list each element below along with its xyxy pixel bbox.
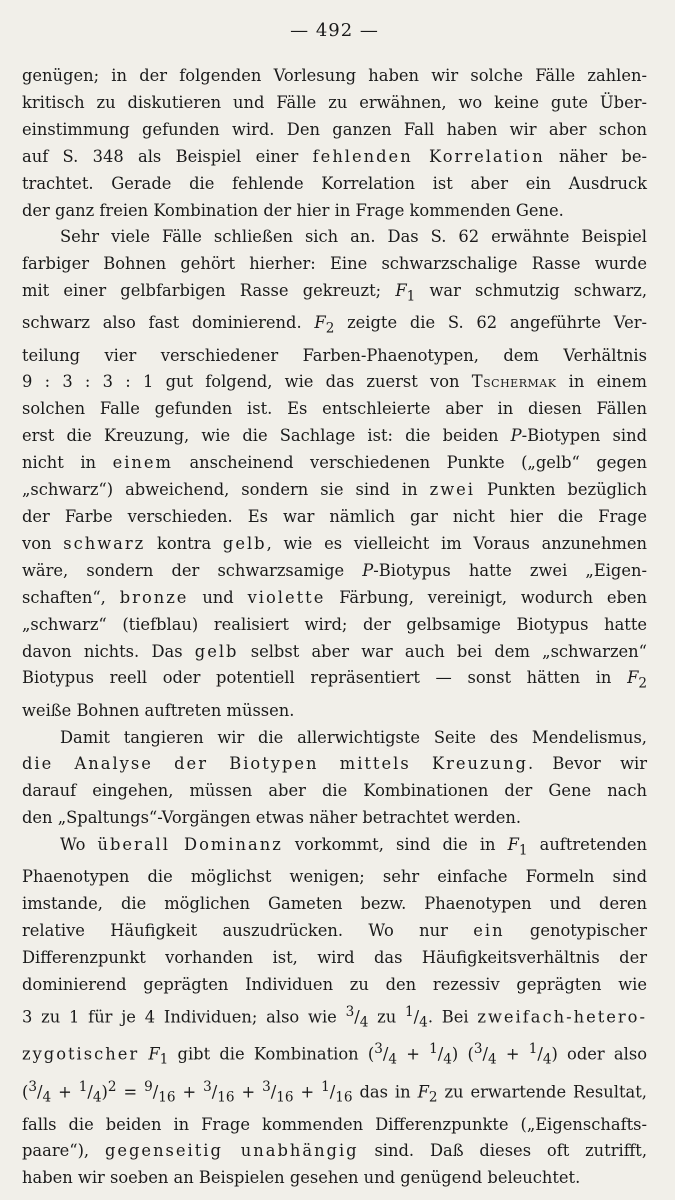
text-line: weiße Bohnen auftreten müssen. [22, 700, 295, 720]
text-line: Sehr viele Fälle schließen sich an. Das S. 62 erwähnte Beispiel [60, 227, 647, 247]
text-body [22, 63, 647, 1192]
paragraph [22, 725, 647, 833]
text-line: teilung vier verschiedener Farben-Phaenotypen, dem Verhältnis [22, 345, 647, 365]
text-line: imstande, die möglichen Gameten bezw. Phaenotypen und deren [22, 894, 647, 914]
text-line: kritisch zu diskutieren und Fälle zu erwähnen, wo keine gute Über- [22, 92, 647, 112]
text-line: der Farbe verschieden. Es war nämlich gar nicht hier die Frage [22, 507, 647, 526]
text-line: nicht in einem anscheinend verschiedenen Punkte („gelb“ gegen [22, 453, 647, 473]
page-number: — 492 — [290, 20, 379, 41]
text-line: relative Häufigkeit auszudrücken. Wo nur ein genotypischer [22, 921, 647, 941]
text-line: von schwarz kontra gelb, wie es vielleicht im Voraus anzunehmen [22, 533, 647, 553]
text-line: genügen; in der folgenden Vorlesung haben wir solche Fälle zahlen- [22, 66, 647, 85]
text-line: „schwarz“) abweichend, sondern sie sind in zwei Punkten bezüglich [22, 480, 647, 500]
text-line: Biotypus reell oder potentiell repräsentiert — sonst hätten in $F_2$ [22, 668, 647, 692]
text-line: die Analyse der Biotypen mittels Kreuzung. Bevor wir [22, 754, 647, 774]
text-line: Phaenotypen die möglichst wenigen; sehr einfache Formeln sind [22, 867, 647, 887]
text-line: Wo überall Dominanz vorkommt, sind die in $F_1$ auftretenden [60, 835, 648, 859]
text-line: $(^3/_4 + ^1/_4)^2 = ^9/_{16} + ^3/_{16} + ^3/_{16} + ^1/_{16}$ das in $F_2$ zu erwartende Resultat, [22, 1078, 647, 1106]
paragraph [22, 63, 647, 224]
text-line: trachtet. Gerade die fehlende Korrelation ist aber ein Ausdruck [22, 173, 647, 193]
paragraph [22, 832, 647, 1192]
text-line: falls die beiden in Frage kommenden Differenzpunkte („Eigenschafts- [22, 1114, 647, 1134]
text-line: solchen Falle gefunden ist. Es entschleierte aber in diesen Fällen [22, 399, 647, 419]
text-line: „schwarz“ (tiefblau) realisiert wird; der gelbsamige Biotypus hatte [22, 614, 647, 634]
text-line: erst die Kreuzung, wie die Sachlage ist: die beiden P-Biotypen sind [22, 426, 648, 446]
text-line: 9 : 3 : 3 : 1 gut folgend, wie das zuerst von Tschermak in einem [22, 372, 647, 392]
text-line: 3 zu 1 für je 4 Individuen; also wie $^3/_4$ zu $^1/_4$. Bei zweifach-hetero- [22, 1003, 647, 1031]
text-line: schaften“, bronze und violette Färbung, vereinigt, wodurch eben [22, 587, 647, 607]
text-line: auf S. 348 als Beispiel einer fehlenden Korrelation näher be- [22, 146, 647, 166]
text-line: wäre, sondern der schwarzsamige P-Biotypus hatte zwei „Eigen- [22, 560, 647, 580]
text-line: haben wir soeben an Beispielen gesehen und genügend beleuchtet. [22, 1168, 581, 1188]
text-line: Damit tangieren wir die allerwichtigste Seite des Mendelismus, [60, 727, 647, 747]
text-line: schwarz also fast dominierend. $F_2$ zeigte die S. 62 angeführte Ver- [22, 313, 647, 337]
text-line: einstimmung gefunden wird. Den ganzen Fall haben wir aber schon [22, 119, 647, 139]
paragraph [22, 224, 647, 724]
text-line: dominierend geprägten Individuen zu den rezessiv geprägten wie [22, 974, 647, 994]
text-line: darauf eingehen, müssen aber die Kombinationen der Gene nach [22, 781, 647, 801]
text-line: paare“), gegenseitig unabhängig sind. Daß dieses oft zutrifft, [22, 1141, 647, 1161]
text-line: farbiger Bohnen gehört hierher: Eine schwarzschalige Rasse wurde [22, 254, 647, 274]
text-line: Differenzpunkt vorhanden ist, wird das Häufigkeitsverhältnis der [22, 948, 647, 967]
text-line: der ganz freien Kombination der hier in Frage kommenden Gene. [22, 200, 564, 220]
text-line: zygotischer $F_1$ gibt die Kombination $(^3/_4 + ^1/_4) (^3/_4 + ^1/_4)$ oder also [22, 1041, 647, 1069]
text-line: den „Spaltungs“-Vorgängen etwas näher betrachtet werden. [22, 808, 522, 828]
text-line: davon nichts. Das gelb selbst aber war auch bei dem „schwarzen“ [22, 641, 647, 661]
text-line: mit einer gelbfarbigen Rasse gekreuzt; $F_1$ war schmutzig schwarz, [22, 281, 647, 305]
